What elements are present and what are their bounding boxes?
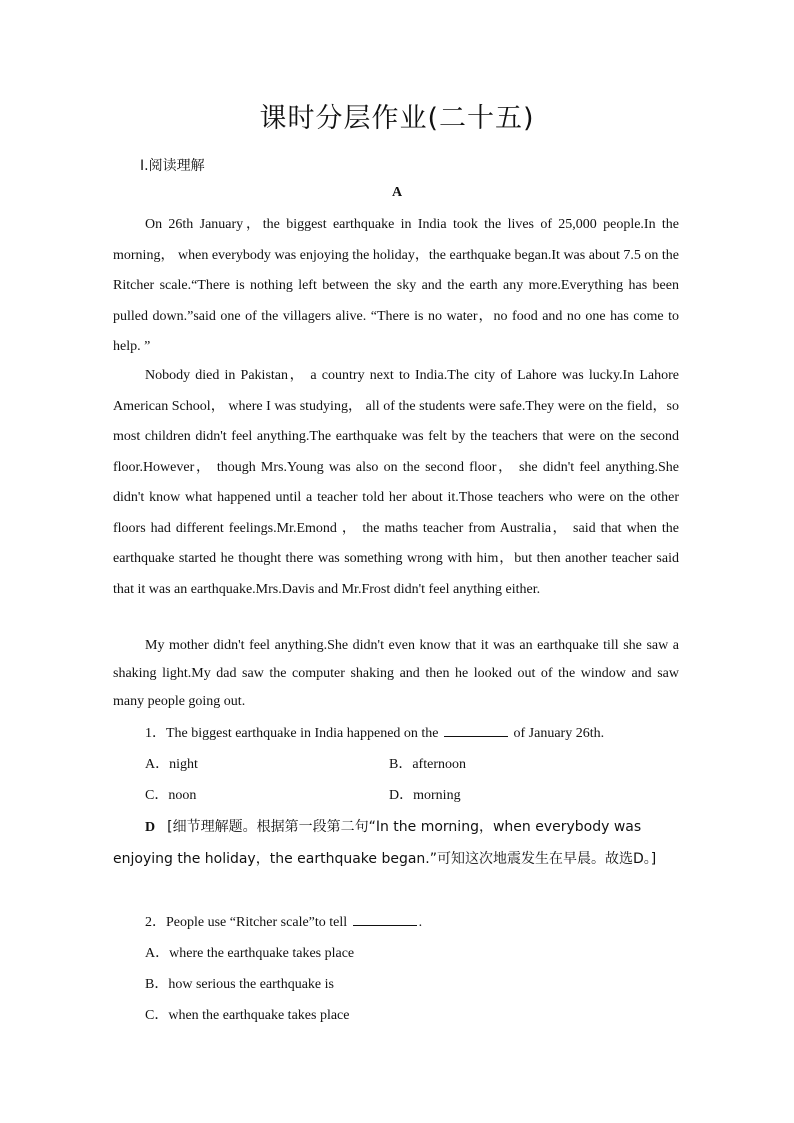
option-b xyxy=(145,973,334,993)
answer-blank xyxy=(353,913,417,926)
option-text: noon xyxy=(168,788,197,803)
paragraph-1: On 26th January，the biggest earthquake in India took the lives of 25,000 people.In the morning， when everybody was enjoying the holiday，the earthquake began.It was about 7.5 on the Ritcher scale.“There is nothing left between the sky and the earth any more.Everything has been pulled down.”said one of the villagers alive. “There is no water，no food and no one has come to help. ” xyxy=(113,217,679,355)
page-title: 课时分层作业(二十五) xyxy=(259,103,535,134)
question-number: 1． xyxy=(145,726,166,741)
option-text: where the earthquake takes place xyxy=(169,946,355,961)
option-c xyxy=(145,784,196,804)
paragraph-3: My mother didn't feel anything.She didn't even know that it was an earthquake till she saw a shaking light.My dad saw the computer shaking and then he looked out of the window and saw many people going out. xyxy=(113,638,679,709)
question-stem: People use “Ritcher scale”to tell xyxy=(166,915,348,930)
answer-letter: D xyxy=(145,820,156,835)
option-letter: B． xyxy=(145,977,169,992)
option-letter: B． xyxy=(389,757,413,772)
question-stem: The biggest earthquake in India happened on the xyxy=(166,726,439,741)
option-c xyxy=(145,1004,349,1024)
option-text: morning xyxy=(413,788,461,803)
paragraph-2: Nobody died in Pakistan， a country next to India.The city of Lahore was lucky.In Lahore American School， where I was studying， all of the students were safe.They were on the field，so most children didn't feel anything.The earthquake was felt by the teachers that were on the second floor.However， though Mrs.Young was also on the second floor， she didn't feel anything.She didn't know what happened until a teacher told her about it.Those teachers who were on the other floors had different feelings.Mr.Emond ， the maths teacher from Australia， said that when the earthquake started he thought there was something wrong with him，but then another teacher said that it was an earthquake.Mrs.Davis and Mr.Frost didn't feel anything either. xyxy=(113,368,679,597)
option-b xyxy=(389,753,466,773)
question-2 xyxy=(145,911,422,931)
question-stem-end: . xyxy=(418,915,423,930)
answer-explanation xyxy=(113,812,681,875)
option-text: afternoon xyxy=(412,757,466,772)
option-a xyxy=(145,942,354,962)
option-letter: C． xyxy=(145,788,169,803)
option-text: how serious the earthquake is xyxy=(168,977,334,992)
option-letter: A． xyxy=(145,946,170,961)
option-a xyxy=(145,753,198,773)
question-number: 2． xyxy=(145,915,166,930)
option-text: when the earthquake takes place xyxy=(168,1008,350,1023)
explanation-text: [细节理解题。根据第一段第二句“In the morning，when everybody was enjoying the holiday，the earthquake began.”可知这次地震发生在早晨。故选D。] xyxy=(113,819,657,867)
option-text: night xyxy=(169,757,198,772)
question-stem-end: of January 26th. xyxy=(513,726,605,741)
passage-label: A xyxy=(391,185,403,200)
answer-blank xyxy=(444,724,508,737)
question-1 xyxy=(145,722,604,742)
option-d xyxy=(389,784,461,804)
option-letter: D． xyxy=(389,788,414,803)
option-letter: A． xyxy=(145,757,170,772)
section-heading: Ⅰ.阅读理解 xyxy=(140,158,205,174)
option-letter: C． xyxy=(145,1008,169,1023)
